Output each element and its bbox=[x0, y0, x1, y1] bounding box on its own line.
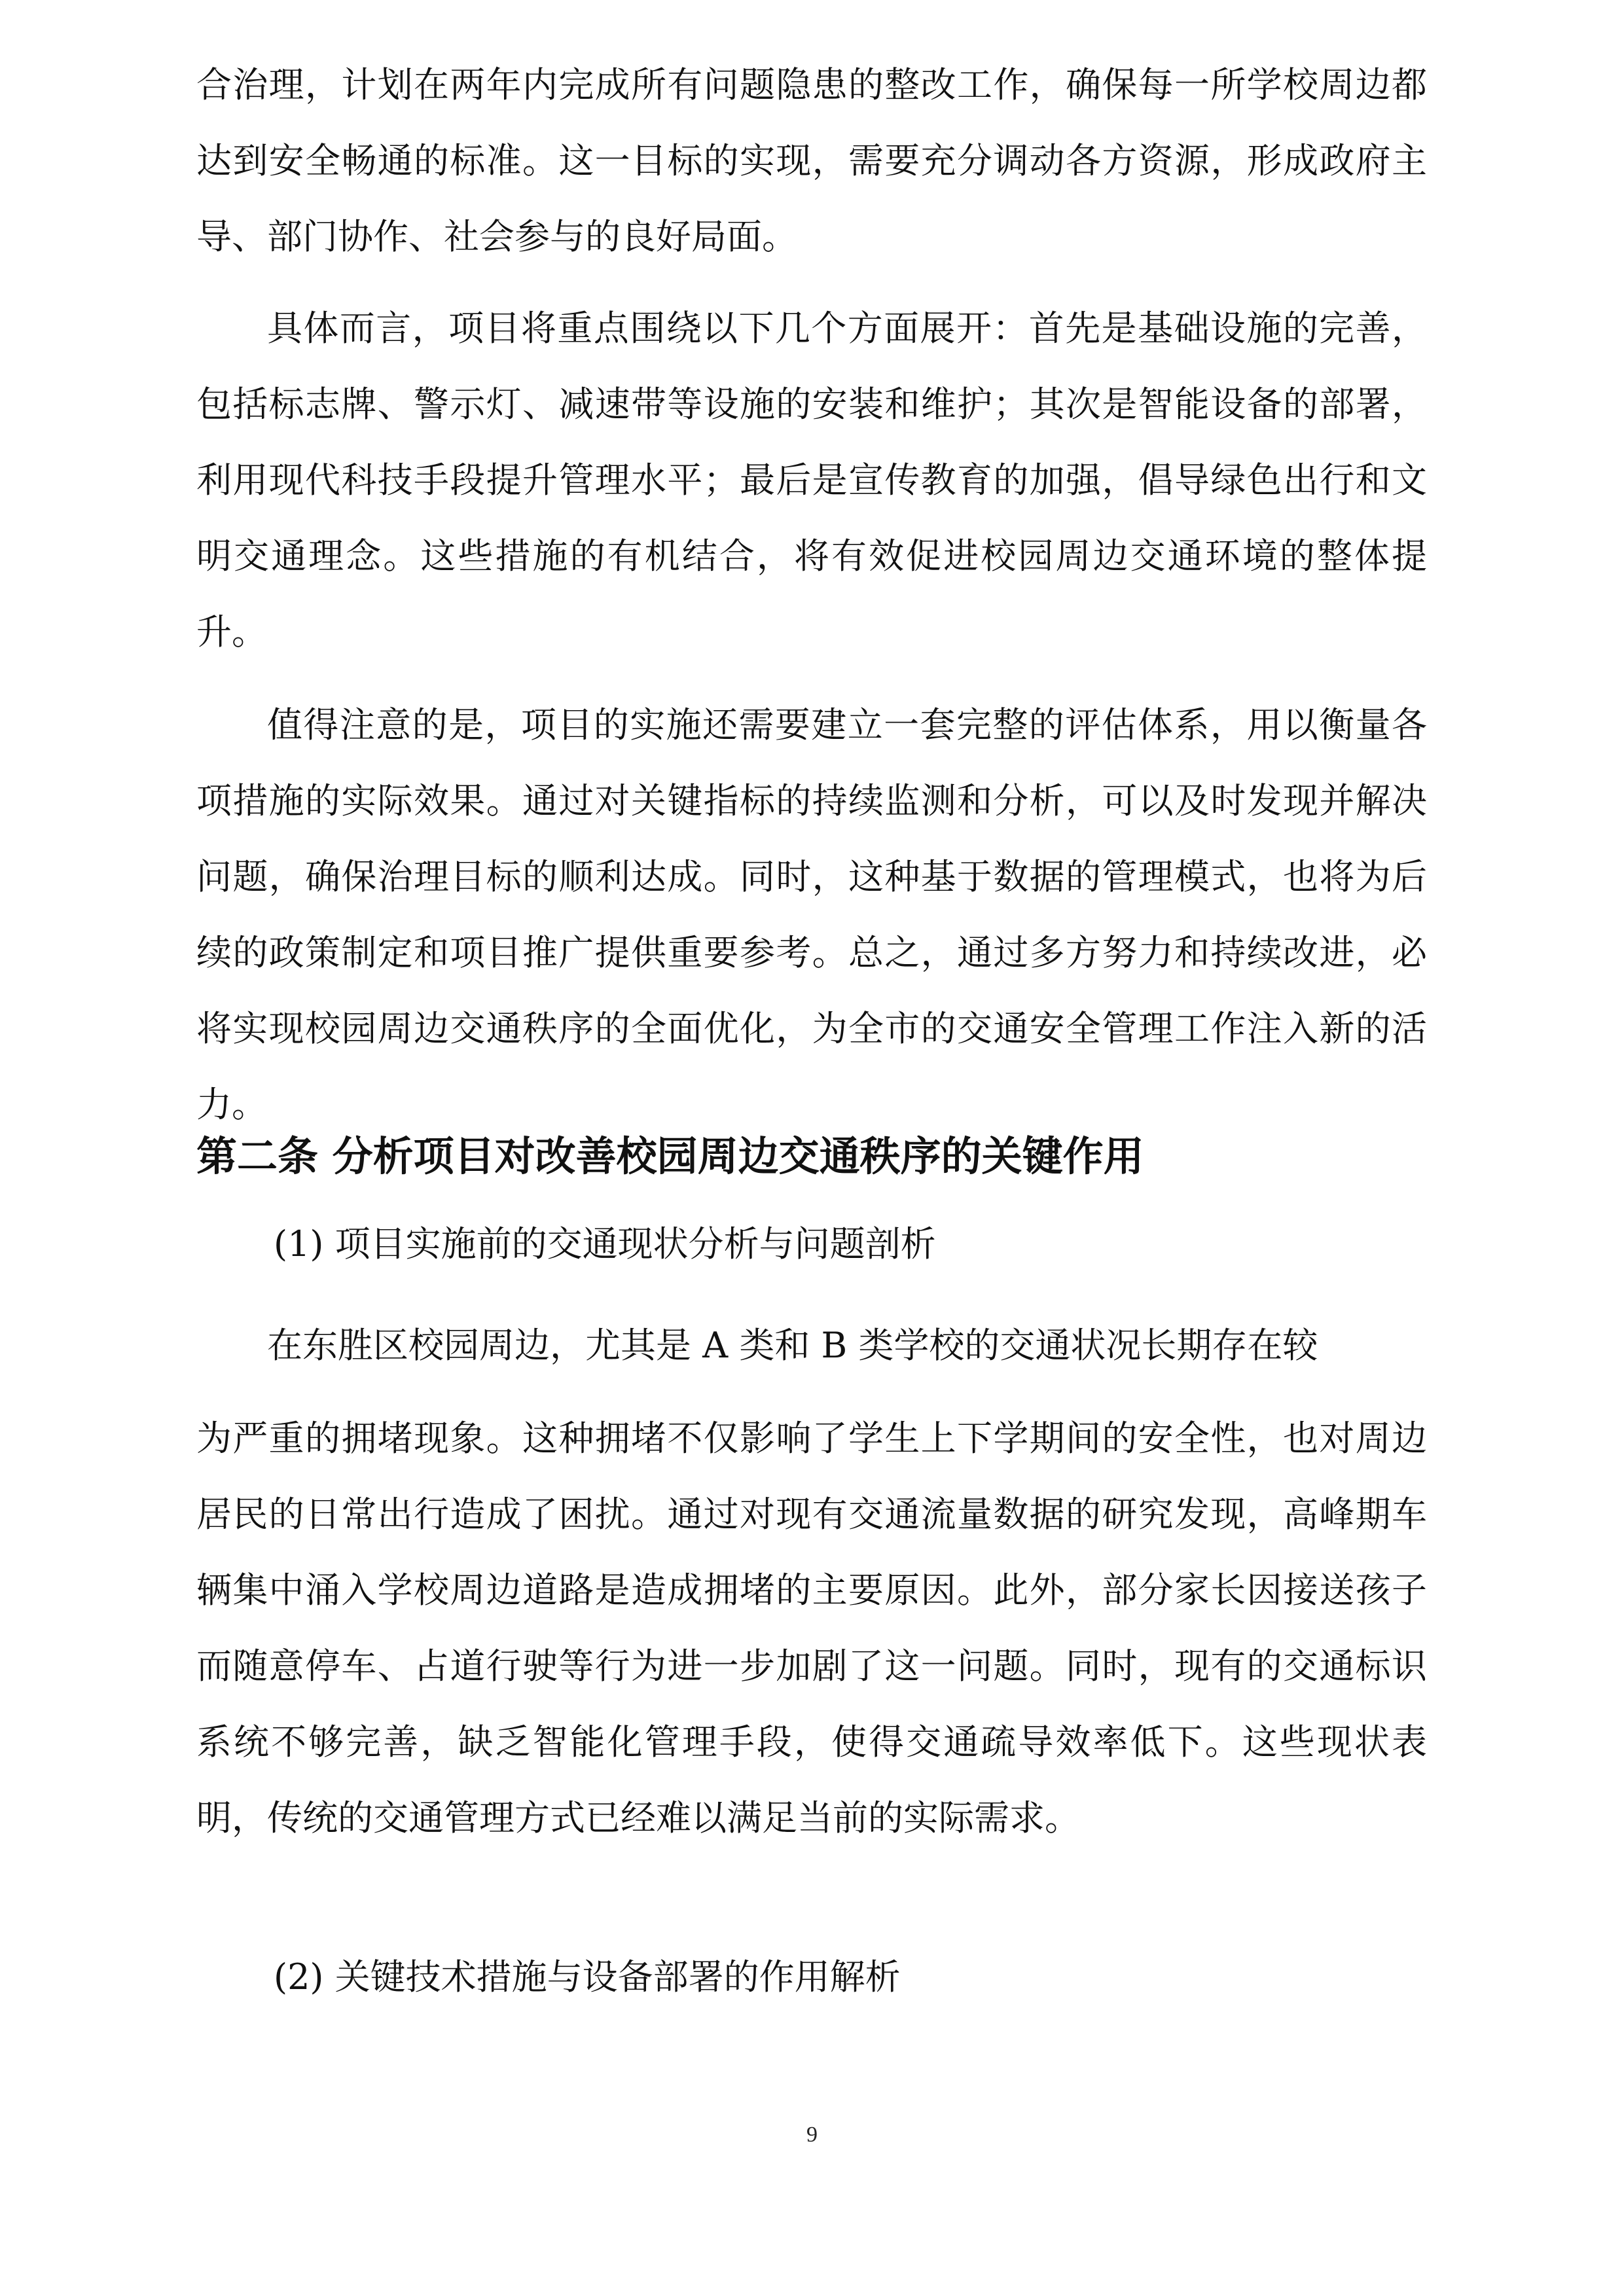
body-paragraph-status-first-line: 在东胜区校园周边，尤其是 A 类和 B 类学校的交通状况长期存在较 bbox=[267, 1325, 1318, 1366]
subheading-2: (2) 关键技术措施与设备部署的作用解析 bbox=[274, 1956, 901, 1998]
body-paragraph-status: 为严重的拥堵现象。这种拥堵不仅影响了学生上下学期间的安全性，也对周边居民的日常出行造成了困扰。通过对现有交通流量数据的研究发现，高峰期车辆集中涌入学校周边道路是造成拥堵的主要原因。此外，部分家长因接送孩子而随意停车、占道行驶等行为进一步加剧了这一问题。同时，现有的交通标识系统不够完善，缺乏智能化管理手段，使得交通疏导效率低下。这些现状表明，传统的交通管理方式已经难以满足当前的实际需求。 bbox=[196, 1418, 1427, 1839]
page-number: 9 bbox=[806, 2123, 818, 2147]
body-paragraph-continued: 合治理，计划在两年内完成所有问题隐患的整改工作，确保每一所学校周边都达到安全畅通的标准。这一目标的实现，需要充分调动各方资源，形成政府主导、部门协作、社会参与的良好局面。 bbox=[196, 64, 1427, 257]
body-paragraph-measures: 具体而言，项目将重点围绕以下几个方面展开：首先是基础设施的完善，包括标志牌、警示灯、减速带等设施的安装和维护；其次是智能设备的部署，利用现代科技手段提升管理水平；最后是宣传教育的加强，倡导绿色出行和文明交通理念。这些措施的有机结合，将有效促进校园周边交通环境的整体提升。 bbox=[196, 308, 1427, 653]
body-paragraph-evaluation: 值得注意的是，项目的实施还需要建立一套完整的评估体系，用以衡量各项措施的实际效果。通过对关键指标的持续监测和分析，可以及时发现并解决问题，确保治理目标的顺利达成。同时，这种基于数据的管理模式，也将为后续的政策制定和项目推广提供重要参考。总之，通过多方努力和持续改进，必将实现校园周边交通秩序的全面优化，为全市的交通安全管理工作注入新的活力。 bbox=[196, 704, 1427, 1125]
section-heading: 第二条 分析项目对改善校园周边交通秩序的关键作用 bbox=[196, 1132, 1144, 1180]
subheading-1: (1) 项目实施前的交通现状分析与问题剖析 bbox=[274, 1223, 936, 1265]
